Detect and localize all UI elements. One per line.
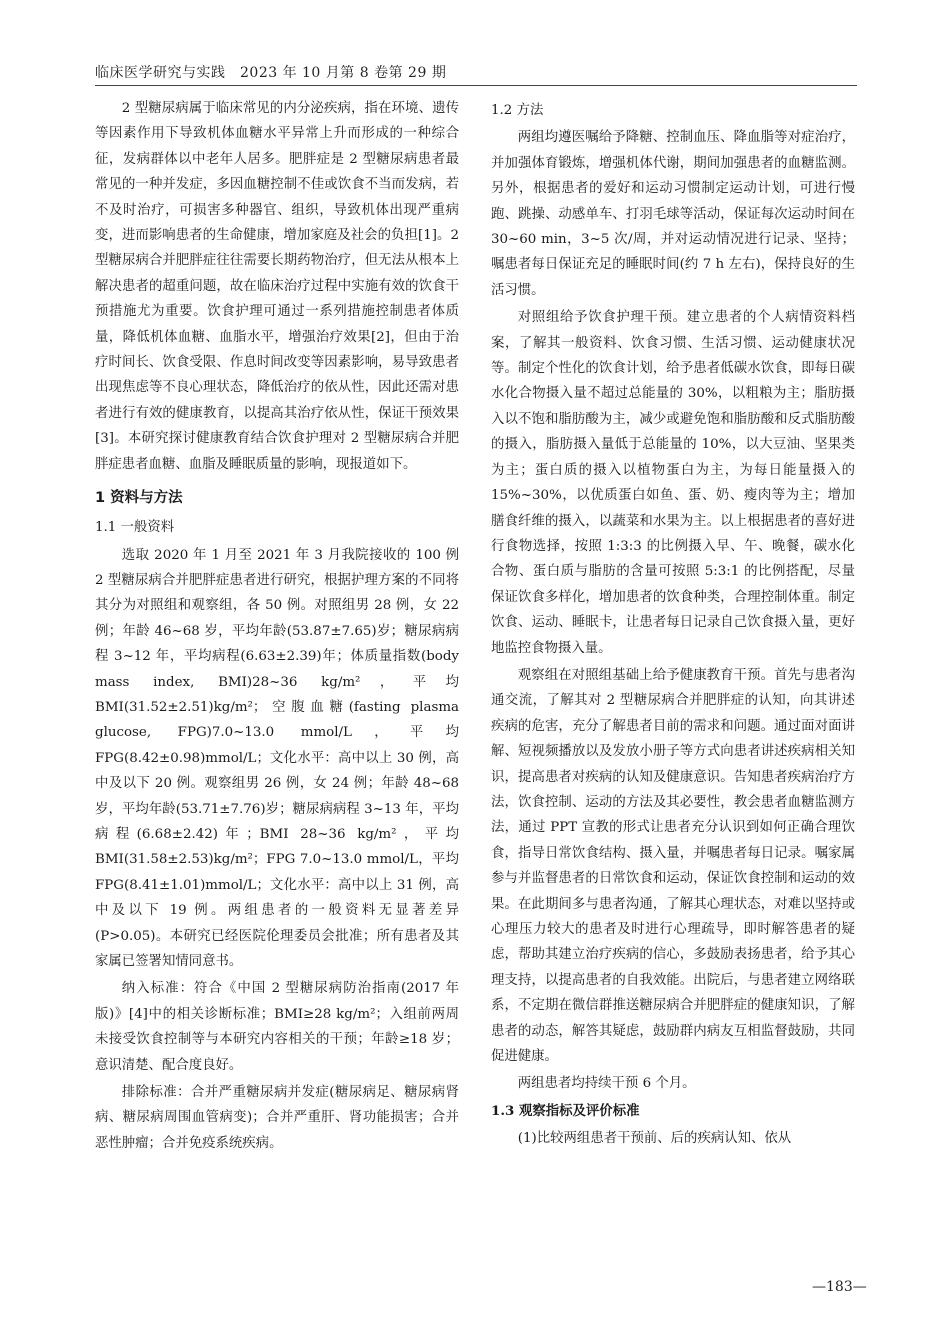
intro-paragraph: 2 型糖尿病属于临床常见的内分泌疾病，指在环境、遗传等因素作用下导致机体血糖水平异常上升而形成的一种综合征，发病群体以中老年人居多。肥胖症是 2 型糖尿病患者最常见的一种并发症，多因血糖控制不佳或饮食不当而发病，若不及时治疗，可损害多种器官、组织，导致机体出现严重病变，进而影响患者的生命健康，增加家庭及社会的负担[1]。2 型糖尿病合并肥胖症往往需要长期药物治疗，但无法从根本上解决患者的超重问题，故在临床治疗过程中实施有效的饮食干预措施尤为重要。饮食护理可通过一系列措施控制患者体质量，降低机体血糖、血脂水平，增强治疗效果[2]，但由于治疗时间长、饮食受限、作息时间改变等因素影响，易导致患者出现焦虑等不良心理状态，降低治疗的依从性，因此还需对患者进行有效的健康教育，以提高其治疗依从性，保证干预效果[3]。本研究探讨健康教育结合饮食护理对 2 型糖尿病合并肥胖症患者血糖、血脂及睡眠质量的影响，现报道如下。 [95, 101, 459, 472]
journal-header: 临床医学研究与实践 2023 年 10 月第 8 卷第 29 期 [95, 65, 447, 81]
section-1-title: 1 资料与方法 [95, 490, 183, 507]
right-column [491, 96, 855, 1154]
general-data-paragraph: 选取 2020 年 1 月至 2021 年 3 月我院接收的 100 例 2 型糖尿病合并肥胖症患者进行研究，根据护理方案的不同将其分为对照组和观察组，各 50 例。对照组男 28 例，女 22 例；年龄 46~68 岁，平均年龄(53.87±7.65)岁；糖尿病病程 3~12 年，平均病程(6.63±2.39)年；体质量指数(body mass index, BMI)28~36 kg/m²，平均 BMI(31.52±2.51)kg/m²；空腹血糖(fasting plasma glucose, FPG)7.0~13.0 mmol/L，平均 FPG(8.42±0.98)mmol/L；文化水平：高中以上 30 例，高中及以下 20 例。观察组男 26 例，女 24 例；年龄 48~68 岁，平均年龄(53.71±7.76)岁；糖尿病病程 3~13 年，平均病程(6.68±2.42)年；BMI 28~36 kg/m²，平均 BMI(31.58±2.53)kg/m²；FPG 7.0~13.0 mmol/L，平均 FPG(8.41±1.01)mmol/L；文化水平：高中以上 31 例，高中及以下 19 例。两组患者的一般资料无显著差异(P>0.05)。本研究已经医院伦理委员会批准；所有患者及其家属已签署知情同意书。 [95, 547, 459, 969]
page-number: —183— [812, 1279, 867, 1295]
method-paragraph: 两组均遵医嘱给予降糖、控制血压、降血脂等对症治疗，并加强体育锻炼，增强机体代谢，期间加强患者的血糖监测。另外，根据患者的爱好和运动习惯制定运动计划，可进行慢跑、跳操、动感单车、打羽毛球等活动，保证每次运动时间在 30~60 min，3~5 次/周，并对运动情况进行记录、坚持；嘱患者每日保证充足的睡眠时间(约 7 h 左右)，保持良好的生活习惯。 [491, 130, 855, 298]
exclusion-criteria-paragraph: 排除标准：合并严重糖尿病并发症(糖尿病足、糖尿病肾病、糖尿病周围血管病变)；合并严重肝、肾功能损害；合并恶性肿瘤；合并免疫系统疾病。 [95, 1085, 459, 1151]
control-group-paragraph: 对照组给予饮食护理干预。建立患者的个人病情资料档案，了解其一般资料、饮食习惯、生活习惯、运动健康状况等。制定个性化的饮食计划，给予患者低碳水饮食，即每日碳水化合物摄入量不超过总能量的 30%，以粗粮为主；脂肪摄入以不饱和脂肪酸为主，减少或避免饱和脂肪酸和反式脂肪酸的摄入，脂肪摄入量低于总能量的 10%，以大豆油、坚果类为主；蛋白质的摄入以植物蛋白为主，为每日能量摄入的 15%~30%，以优质蛋白如鱼、蛋、奶、瘦肉等为主；增加膳食纤维的摄入，以蔬菜和水果为主。以上根据患者的喜好进行食物选择，按照 1:3:3 的比例摄入早、午、晚餐，碳水化合物、蛋白质与脂肪的含量可按照 5:3:1 的比例搭配，尽量保证饮食多样化，增加患者的饮食种类，合理控制体重。制定饮食、运动、睡眠卡，让患者每日记录自己饮食摄入量，更好地监控食物摄入量。 [491, 310, 855, 656]
observation-group-paragraph: 观察组在对照组基础上给予健康教育干预。首先与患者沟通交流，了解其对 2 型糖尿病合并肥胖症的认知，向其讲述疾病的危害，充分了解患者目前的需求和问题。通过面对面讲解、短视频播放以及发放小册子等方式向患者讲述疾病相关知识，提高患者对疾病的认知及健康意识。告知患者疾病治疗方法，饮食控制、运动的方法及其必要性，教会患者血糖监测方法，通过 PPT 宣教的形式让患者充分认识到如何正确合理饮食，指导日常饮食结构、摄入量，并嘱患者每日记录。嘱家属参与并监督患者的日常饮食和运动，保证饮食控制和运动的效果。在此期间多与患者沟通，了解其心理状态，对难以坚持或心理压力较大的患者及时进行心理疏导，即时解答患者的疑虑，帮助其建立治疗疾病的信心，多鼓励表扬患者，给予其心理支持，以提高患者的自我效能。出院后，与患者建立网络联系，不定期在微信群推送糖尿病合并肥胖症的健康知识，了解患者的动态，解答其疑虑，鼓励群内病友互相监督鼓励，共同促进健康。 [491, 667, 855, 1065]
left-column [95, 96, 459, 1158]
section-1-1-title: 1.1 一般资料 [95, 520, 175, 536]
section-1-2-title: 1.2 方法 [491, 103, 544, 118]
inclusion-criteria-paragraph: 纳入标准：符合《中国 2 型糖尿病防治指南(2017 年版)》[4]中的相关诊断标准；BMI≥28 kg/m²；入组前两周未接受饮食控制等与本研究内容相关的干预；年龄≥18 岁；意识清楚、配合度良好。 [95, 981, 459, 1073]
indicator-paragraph: (1)比较两组患者干预前、后的疾病认知、依从 [517, 1131, 792, 1147]
header-divider [95, 85, 857, 86]
duration-paragraph: 两组患者均持续干预 6 个月。 [517, 1076, 696, 1092]
section-1-3-title: 1.3 观察指标及评价标准 [491, 1102, 640, 1119]
